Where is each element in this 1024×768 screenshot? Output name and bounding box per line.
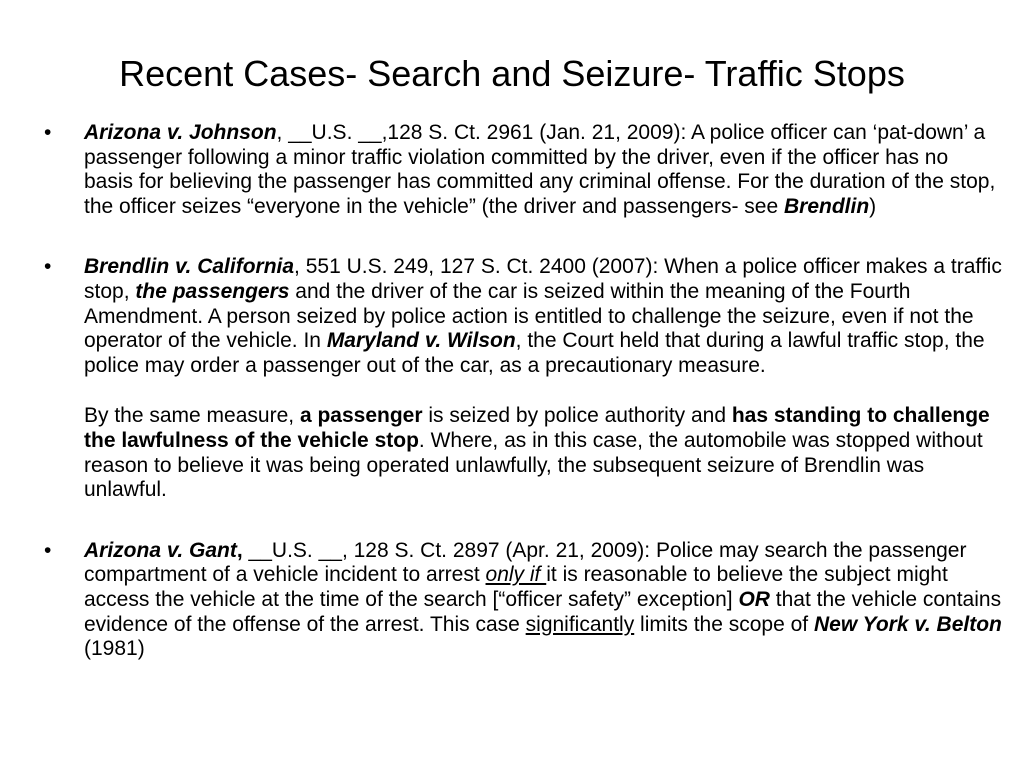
johnson-text-end: ) bbox=[869, 194, 877, 218]
bullet-arizona-v-gant bbox=[44, 539, 1002, 662]
case-name-arizona-v-johnson: Arizona v. Johnson bbox=[84, 121, 277, 144]
emphasis-or: OR bbox=[738, 587, 770, 611]
case-name-brendlin-v-california: Brendlin v. California bbox=[84, 255, 295, 279]
bullet-brendlin-v-california bbox=[44, 255, 1002, 378]
gant-text-5: (1981) bbox=[84, 637, 145, 661]
brendlin-text-2: and the driver of the car is seized within the meaning of the Fourth Amendment. A person seized by police action is entitled to challenge the seizure, even if not the operator of the vehicle. In bbox=[84, 279, 974, 353]
bullet-marker: • bbox=[44, 255, 52, 279]
case-name-arizona-v-gant: Arizona v. Gant bbox=[84, 538, 237, 562]
case-ref-maryland-v-wilson: Maryland v. Wilson bbox=[326, 329, 516, 353]
gant-comma: , bbox=[236, 538, 243, 562]
emphasis-a-passenger: a passenger bbox=[299, 404, 423, 428]
bullet-marker: • bbox=[44, 538, 52, 562]
emphasis-standing: has standing to challenge the lawfulness of the vehicle stop bbox=[84, 404, 990, 452]
emphasis-the-passengers: the passengers bbox=[135, 279, 290, 303]
slide-title: Recent Cases- Search and Seizure- Traffic Stops bbox=[119, 53, 905, 94]
para2-text-2: is seized by police authority and bbox=[422, 404, 732, 428]
brendlin-text: , 551 U.S. 249, 127 S. Ct. 2400 (2007): When a police officer makes a traffic stop, bbox=[84, 255, 1002, 303]
johnson-text: , __U.S. __,128 S. Ct. 2961 (Jan. 21, 2009): A police officer can ‘pat-down’ a passenger following a minor traffic violation committed by the driver, even if the officer has no basis for believing the passenger has committed any criminal offense. For the duration of the stop, the officer seizes “everyone in the vehicle” (the driver and passengers- see bbox=[84, 121, 996, 218]
gant-text-4: limits the scope of bbox=[634, 612, 814, 636]
case-ref-new-york-v-belton: New York v. Belton bbox=[813, 612, 1002, 636]
para2-text-3: . Where, as in this case, the automobile was stopped without reason to believe it was being operated unlawfully, the subsequent seizure of Brendlin was unlawful. bbox=[84, 428, 983, 502]
gant-text-2: it is reasonable to believe the subject might access the vehicle at the time of the search [“officer safety” exception] bbox=[84, 563, 948, 611]
bullet-marker: • bbox=[44, 121, 52, 144]
paragraph-brendlin-continued bbox=[44, 404, 1002, 502]
emphasis-only-if: only if bbox=[485, 563, 547, 587]
gant-text-3: that the vehicle contains evidence of the offense of the arrest. This case bbox=[84, 587, 1002, 636]
slide-body bbox=[44, 121, 1002, 662]
para2-text: By the same measure, bbox=[84, 404, 300, 428]
case-ref-brendlin: Brendlin bbox=[783, 194, 870, 218]
gant-text: __U.S. __, 128 S. Ct. 2897 (Apr. 21, 2009): Police may search the passenger compartment of a vehicle incident to arrest bbox=[84, 538, 967, 587]
brendlin-text-3: , the Court held that during a lawful traffic stop, the police may order a passenger out of the car, as a precautionary measure. bbox=[84, 329, 985, 377]
bullet-arizona-v-johnson bbox=[44, 121, 1002, 219]
emphasis-significantly: significantly bbox=[525, 612, 635, 636]
